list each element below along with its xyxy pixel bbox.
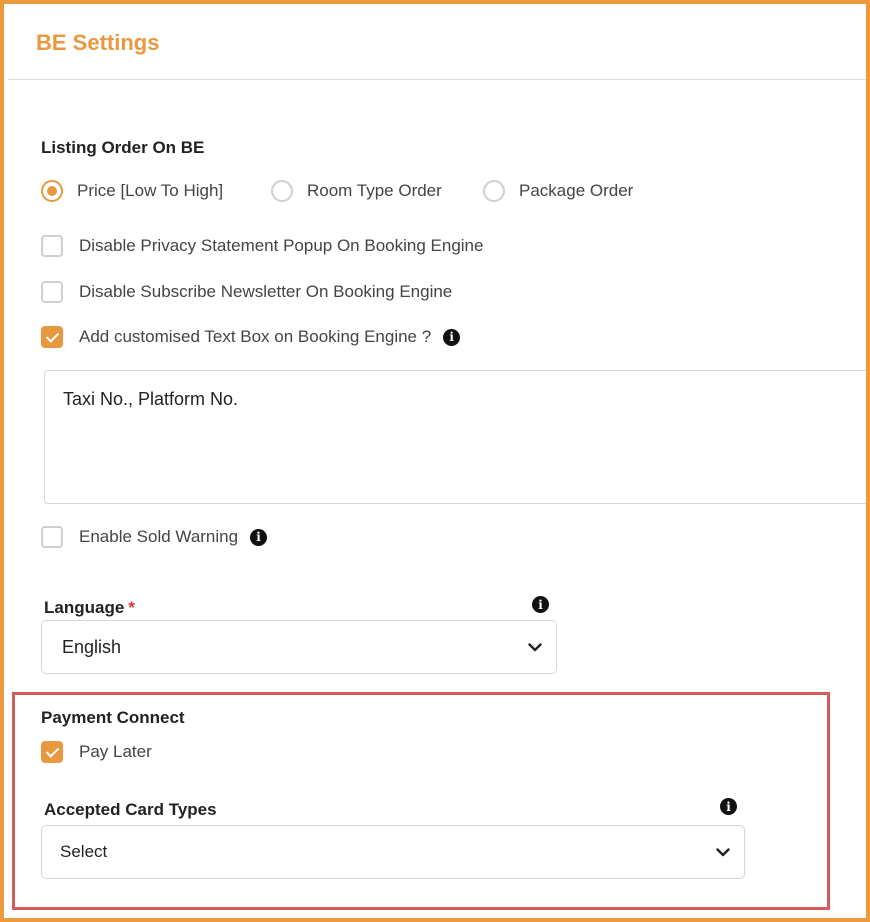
info-icon[interactable]: i — [443, 329, 460, 346]
checkbox-disable-privacy[interactable] — [41, 235, 483, 257]
checkbox-sold-warning[interactable] — [41, 526, 267, 548]
page-title: BE Settings — [36, 30, 160, 55]
language-select-value: English — [62, 636, 122, 657]
payment-connect-label: Payment Connect — [41, 708, 185, 727]
required-mark: * — [128, 598, 135, 617]
info-icon[interactable]: i — [250, 529, 267, 546]
language-select[interactable] — [41, 620, 557, 674]
radio-price-low-to-high[interactable] — [41, 180, 223, 202]
radio-room-type-indicator[interactable] — [271, 180, 293, 202]
checkbox-custom-textbox-label: Add customised Text Box on Booking Engine ? — [79, 327, 432, 346]
card-types-select[interactable] — [41, 825, 745, 879]
checkbox-custom-textbox[interactable] — [41, 326, 460, 348]
checkbox-disable-privacy-box[interactable] — [41, 235, 63, 257]
panel-header — [8, 8, 870, 80]
radio-package-indicator[interactable] — [483, 180, 505, 202]
language-label — [44, 598, 135, 618]
checkbox-disable-newsletter-box[interactable] — [41, 281, 63, 303]
checkbox-disable-newsletter[interactable] — [41, 281, 452, 303]
checkbox-pay-later-box[interactable] — [41, 741, 63, 763]
checkbox-custom-textbox-box[interactable] — [41, 326, 63, 348]
checkbox-sold-warning-label: Enable Sold Warning — [79, 527, 239, 546]
radio-package-order[interactable] — [483, 180, 633, 202]
radio-package-label: Package Order — [519, 181, 634, 200]
radio-price-label: Price [Low To High] — [77, 181, 224, 200]
checkbox-disable-newsletter-label: Disable Subscribe Newsletter On Booking Engine — [79, 282, 453, 301]
info-icon[interactable]: i — [532, 596, 549, 613]
checkbox-sold-warning-box[interactable] — [41, 526, 63, 548]
radio-room-type-label: Room Type Order — [307, 181, 442, 200]
checkbox-disable-privacy-label: Disable Privacy Statement Popup On Booking Engine — [79, 236, 484, 255]
checkbox-pay-later[interactable] — [41, 741, 152, 763]
listing-order-label: Listing Order On BE — [41, 138, 205, 157]
card-types-select-value: Select — [60, 842, 108, 861]
card-types-label: Accepted Card Types — [44, 800, 217, 819]
chevron-down-icon[interactable] — [528, 643, 542, 652]
radio-price-indicator[interactable] — [41, 180, 63, 202]
custom-text-input[interactable]: Taxi No., Platform No. — [44, 370, 870, 504]
info-icon[interactable]: i — [720, 798, 737, 815]
language-label-text: Language — [44, 598, 125, 617]
chevron-down-icon[interactable] — [716, 848, 730, 857]
checkbox-pay-later-label: Pay Later — [79, 742, 152, 761]
radio-room-type-order[interactable] — [271, 180, 442, 202]
